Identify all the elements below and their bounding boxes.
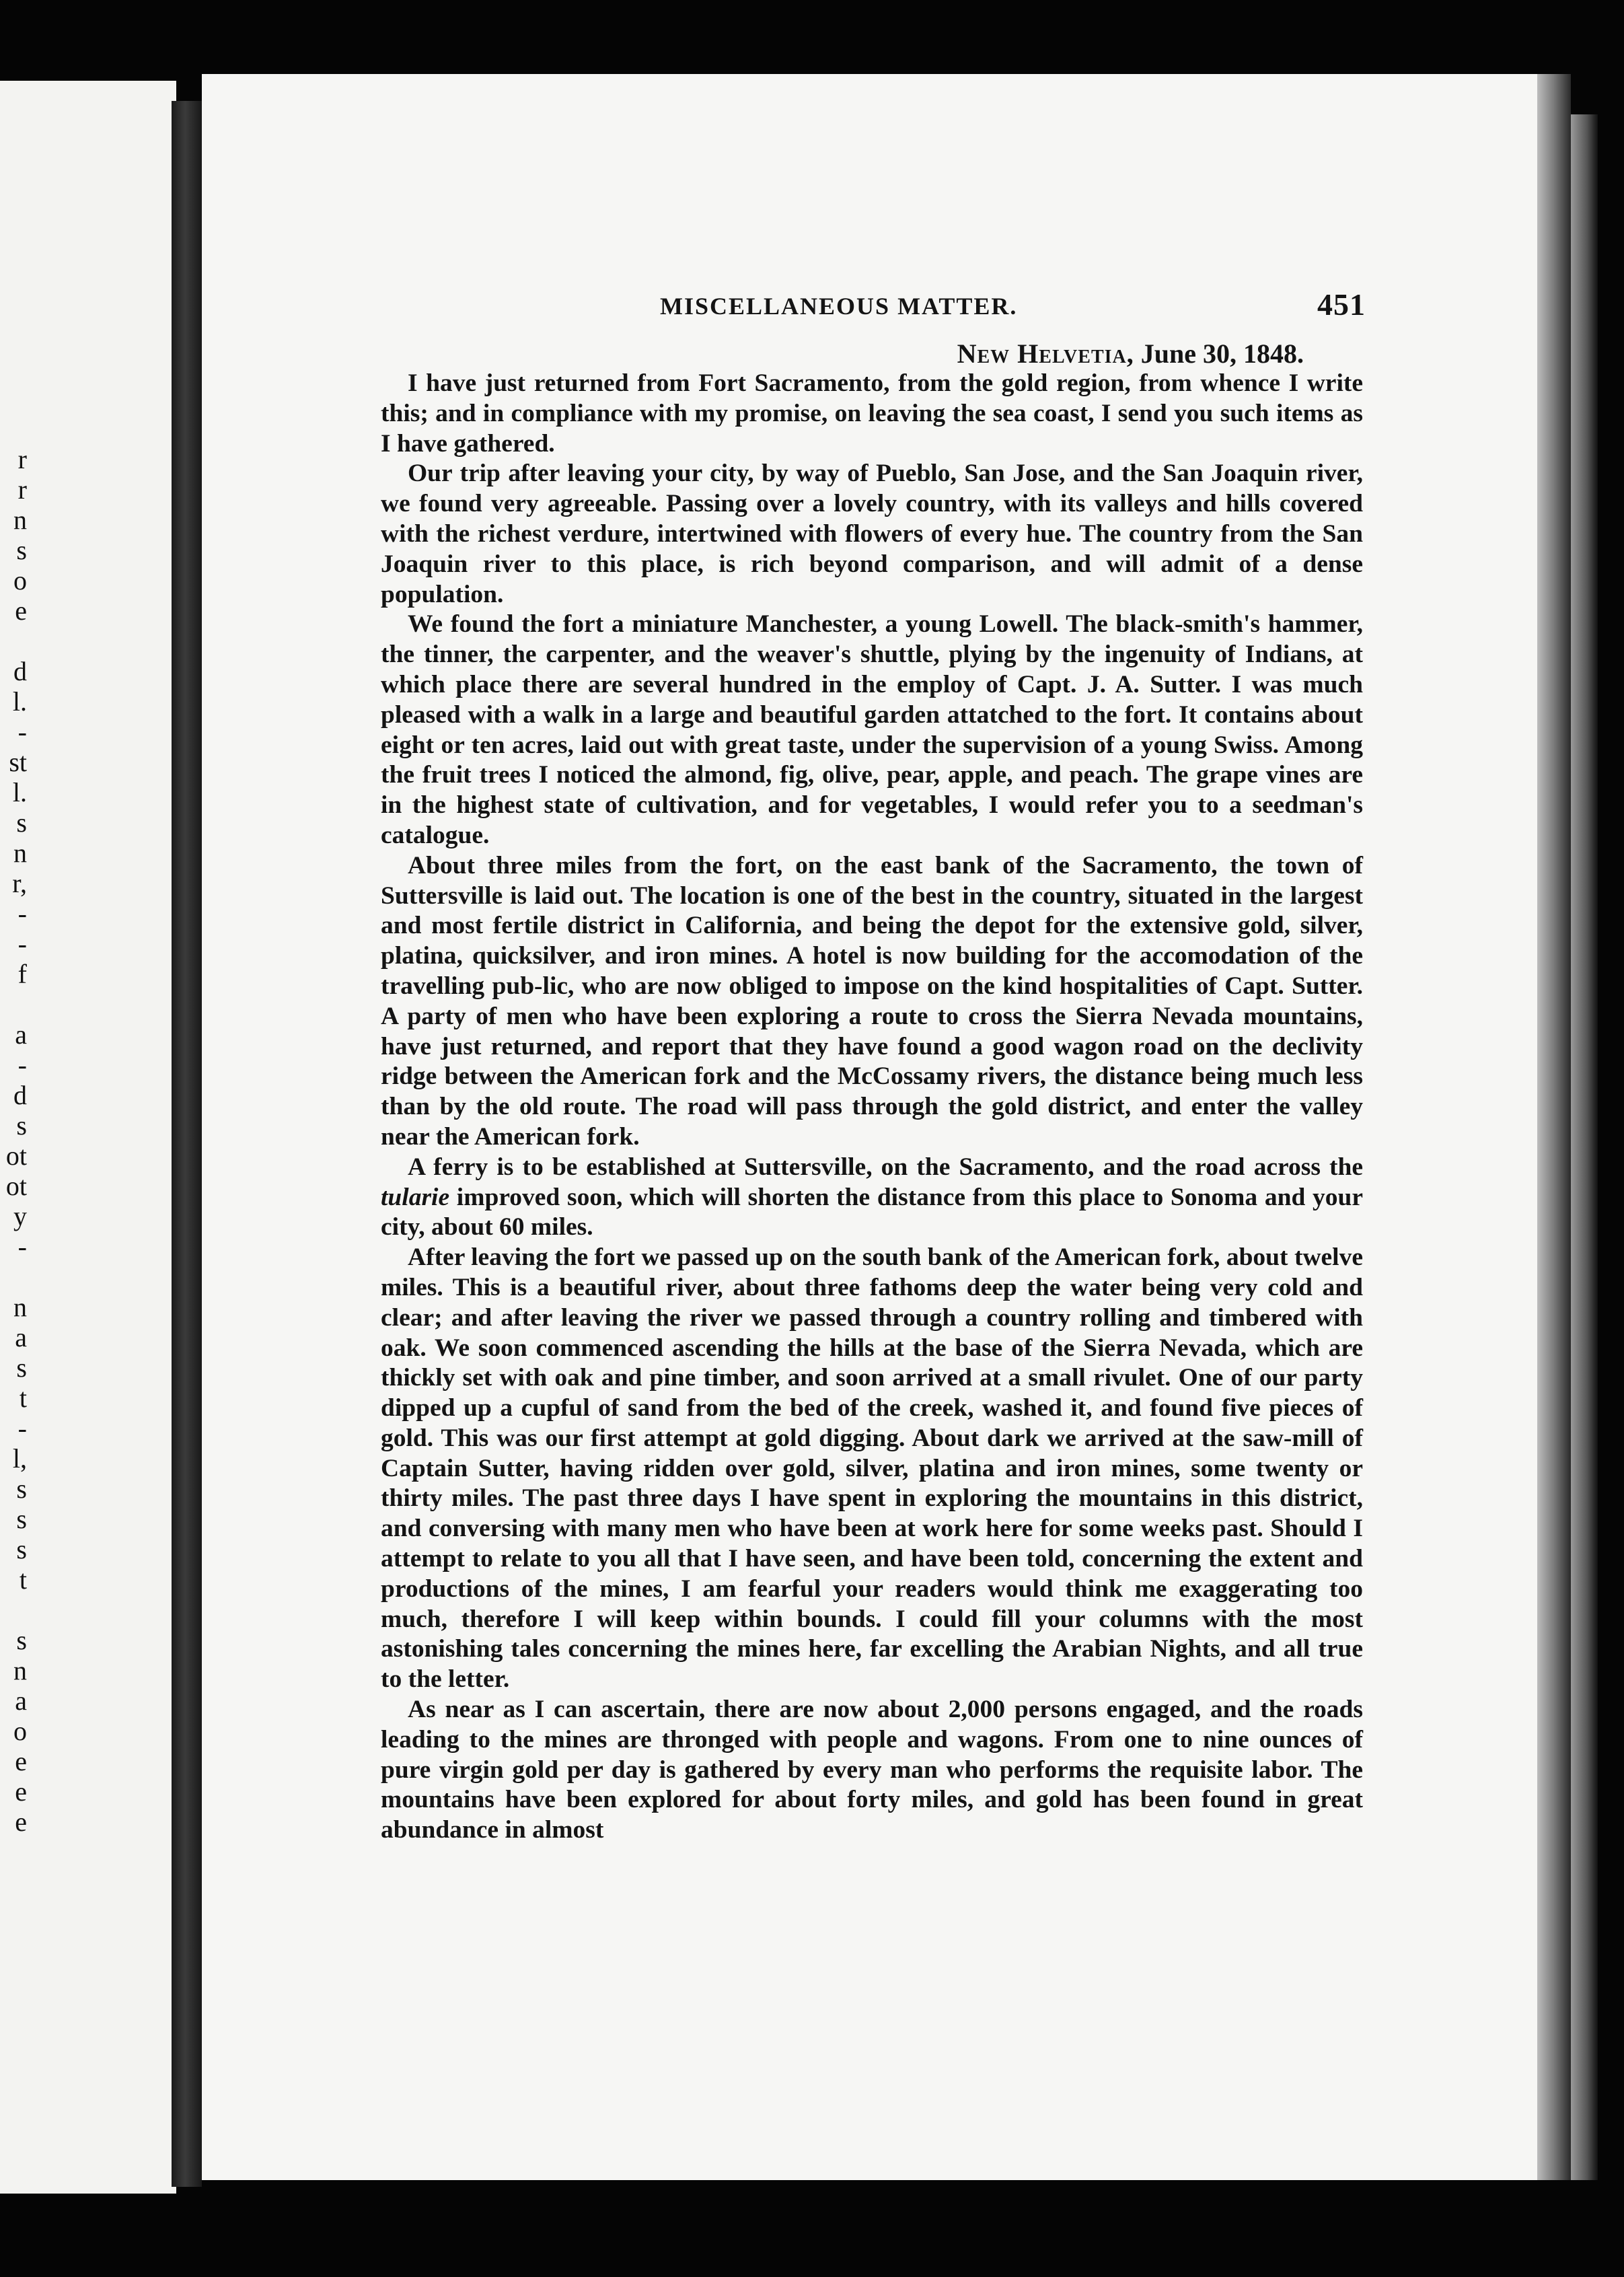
edge-letter: n [13, 1292, 27, 1322]
edge-letter: e [15, 1746, 27, 1776]
edge-letter: y [13, 1201, 27, 1231]
edge-letter: o [13, 565, 27, 595]
edge-letter: e [15, 1807, 27, 1837]
edge-letter [0, 1595, 27, 1625]
edge-letter: n [13, 505, 27, 535]
edge-letter [0, 1262, 27, 1292]
edge-letter: f [17, 959, 27, 989]
edge-letter: a [15, 1686, 27, 1716]
paragraph: We found the fort a miniature Manchester, a young Lowell. The black-smith's hammer, the tinner, the carpenter, and the weaver's shuttle, plying by the ingenuity of Indians, at which place there are several hundred in the employ of Capt. J. A. Sutter. I was much pleased with a walk in a large and beautiful garden attatched to the fort. It contains about eight or ten acres, laid out with great taste, under the supervision of a young Swiss. Among the fruit trees I noticed the almond, fig, olive, pear, apple, and peach. The grape vines are in the highest state of cultivation, and for vegetables, I would refer you to a seedman's catalogue. [381, 610, 1363, 849]
page-stack-edge-outer [1571, 114, 1598, 2187]
letter-dateline [381, 339, 1304, 369]
edge-letter: - [17, 929, 27, 959]
edge-letter: s [16, 1110, 27, 1141]
edge-letter: s [16, 1534, 27, 1564]
book-gutter [172, 101, 205, 2187]
paragraph: Our trip after leaving your city, by way of Pueblo, San Jose, and the San Joaquin river, we found very agreeable. Passing over a lovely country, with its valleys and hills covered with the richest verdure, intertwined with flowers of every hue. The country from the San Joaquin river to this place, is rich beyond comparison, and will admit of a dense population. [381, 460, 1363, 608]
edge-letter: n [13, 1655, 27, 1686]
edge-letter: s [16, 807, 27, 838]
letter-body [381, 369, 1363, 1846]
edge-letter: ot [5, 1171, 27, 1201]
edge-letter: l, [12, 1443, 27, 1474]
scan-bottom-shadow [202, 2180, 1601, 2277]
edge-letter: d [13, 656, 27, 686]
edge-letter: a [15, 1322, 27, 1352]
edge-letter: l. [12, 686, 27, 717]
edge-letter: t [19, 1383, 27, 1413]
paragraph: About three miles from the fort, on the east bank of the Sacramento, the town of Suttersville is laid out. The location is one of the best in the country, situated in the largest and most fertile district in California, and being the depot for the extensive gold, silver, platina, quicksilver, and iron mines. A hotel is now building for the accomodation of the travelling pub-lic, who are now obliged to impose on the kind hospitalities of Capt. Sutter. A party of men who have been exploring a route to cross the Sierra Nevada mountains, have just returned, and report that they have found a good wagon road on the declivity ridge between the American fork and the McCossamy rivers, the distance being much less than by the old route. The road will pass through the gold district, and enter the valley near the American fork. [381, 851, 1363, 1151]
edge-letter: t [19, 1564, 27, 1595]
edge-letter: - [17, 898, 27, 929]
dateline-date: June 30, 1848. [1140, 338, 1304, 369]
edge-letter: s [16, 1474, 27, 1504]
page-content [381, 287, 1366, 1846]
page-number: 451 [1317, 287, 1366, 322]
edge-letter: o [13, 1716, 27, 1746]
paragraph: After leaving the fort we passed up on the south bank of the American fork, about twelve miles. This is a beautiful river, about three fathoms deep the water being very cold and clear; and after leaving the river we passed through a country rolling and timbered with oak. We soon commenced ascending the hills at the base of the Sierra Nevada, which are thickly set with oak and pine timber, and soon arrived at a small rivulet. One of our party dipped up a cupful of sand from the bed of the creek, washed it, and found five pieces of gold. This was our first attempt at gold digging. About dark we arrived at the saw-mill of Captain Sutter, having ridden over gold, silver, platina and iron mines, some twenty or thirty miles. The past three days I have spent in exploring the mountains in this district, and conversing with many men who have been at work here for some weeks past. Should I attempt to relate to you all that I have seen, and have been told, concerning the extent and productions of the mines, I am fearful your readers would think me exaggerating too much, therefore I will keep within bounds. I could fill your columns with the most astonishing tales concerning the mines here, far excelling the Arabian Nights, and all true to the letter. [381, 1243, 1363, 1694]
edge-letter: s [16, 1625, 27, 1655]
edge-letter: - [17, 717, 27, 747]
edge-letter: ot [5, 1141, 27, 1171]
italic-word: tularie [381, 1183, 450, 1211]
edge-letter: d [13, 1080, 27, 1110]
edge-letter: - [17, 1413, 27, 1443]
dateline-place: New Helvetia, [957, 338, 1134, 369]
edge-letter: s [16, 1504, 27, 1534]
paragraph-text: improved soon, which will shorten the distance from this place to Sonoma and your city, about 60 miles. [381, 1183, 1363, 1241]
edge-letter: r, [12, 868, 27, 898]
running-head-title: MISCELLANEOUS MATTER. [660, 293, 1018, 320]
edge-letter: l. [12, 777, 27, 807]
paragraph [381, 1153, 1363, 1243]
page-stack-edge [1537, 74, 1571, 2194]
edge-letter [0, 989, 27, 1019]
edge-letter: e [15, 595, 27, 626]
edge-letter [0, 626, 27, 656]
edge-letter: a [15, 1019, 27, 1050]
paragraph-text: A ferry is to be established at Suttersville, on the Sacramento, and the road across the [408, 1153, 1363, 1181]
edge-letter: s [16, 1352, 27, 1383]
edge-letter: - [17, 1231, 27, 1262]
previous-page-edge [0, 81, 176, 2194]
edge-letter: r [17, 474, 27, 505]
previous-page-letters [0, 444, 27, 1837]
edge-letter: r [17, 444, 27, 474]
edge-letter: s [16, 535, 27, 565]
edge-letter: - [17, 1050, 27, 1080]
paragraph: As near as I can ascertain, there are now about 2,000 persons engaged, and the roads leading to the mines are thronged with people and wagons. From one to nine ounces of pure virgin gold per day is gathered by every man who performs the requisite labor. The mountains have been explored for about forty miles, and gold has been found in great abundance in almost [381, 1696, 1363, 1844]
edge-letter: n [13, 838, 27, 868]
edge-letter: e [15, 1776, 27, 1807]
paragraph: I have just returned from Fort Sacramento, from the gold region, from whence I write this; and in compliance with my promise, on leaving the sea coast, I send you such items as I have gathered. [381, 369, 1363, 458]
running-head [381, 287, 1366, 328]
edge-letter: st [9, 747, 27, 777]
